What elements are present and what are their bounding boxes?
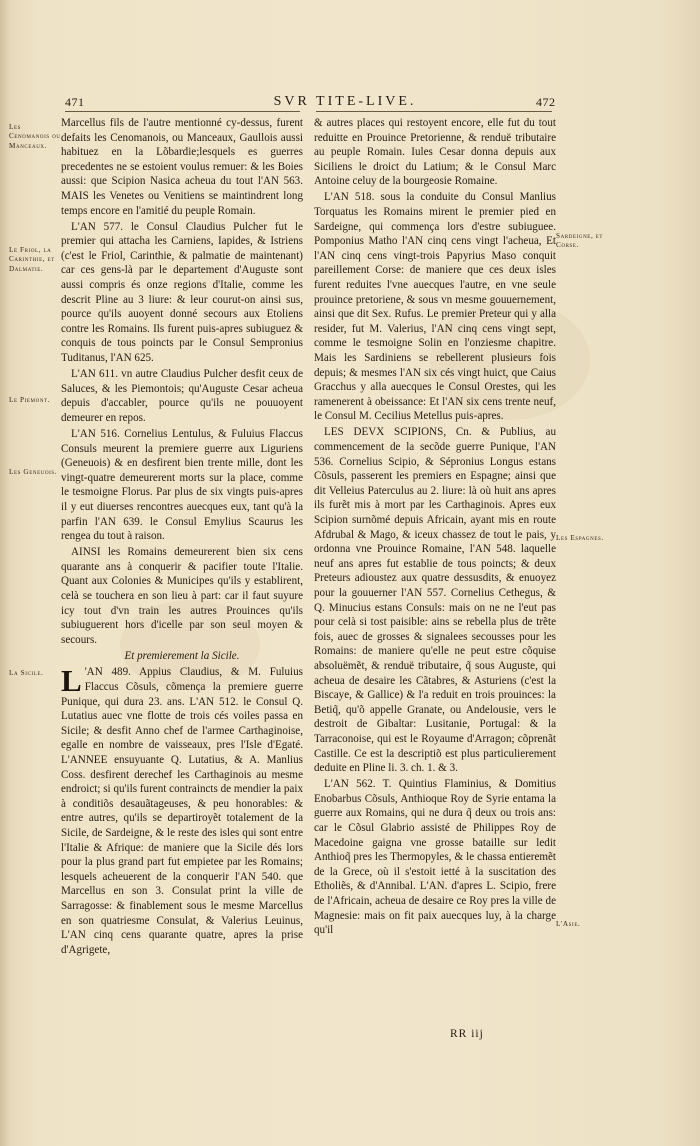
margin-note-piemont: Le Piemont. (9, 396, 51, 404)
margin-note-genevois: Les Geneuois. (9, 468, 58, 476)
signature-catchword: RR iij (450, 1028, 484, 1040)
margin-note-cenomanois: Les Cenomanois ou Manceaux. (9, 123, 61, 150)
margin-note-friol: Le Friol, la Carinthie, et Dalmatie. (9, 246, 55, 273)
margin-note-sardeigne: Sardeigne, et Corse. (556, 232, 604, 250)
margin-note-asie: L'Asie. (556, 920, 581, 928)
paragraph: & autres places qui restoyent encore, elle fut du tout reduitte en Prouince Pretorienne, & renduë tributaire au peuple Romain. Iules Cesar donna depuis aux Siciliens le droict du Latium; & le Consul Marc Antoine celuy de la bourgeosie Romaine. (314, 117, 556, 188)
text-column-left (61, 116, 303, 959)
folio-number-left: 471 (65, 95, 85, 109)
running-title: SVR TITE-LIVE. (273, 94, 417, 109)
header-rule (65, 111, 300, 112)
margin-note-espagnes: Les Espagnes. (556, 534, 604, 542)
paragraph: Marcellus fils de l'autre mentionné cy-dessus, furent defaits les Cenomanois, ou Manceaux, Gaullois aussi habituez en la Lõbardie;lesquels es guerres precedentes ne se estoient voulus remuer: & les Boies aussi: que Scipion Nasica acheua du tout l'AN 563. MAIS les Venetes ou Venitiens se maintindrent long temps encore en l'amitié du peuple Romain. (61, 117, 303, 217)
header-rule (316, 111, 552, 112)
paragraph: L'AN 518. sous la conduite du Consul Manlius Torquatus les Romains mirent le premier pied en Sardeigne, qui commença lors d'estre subiuguee. Pomponius Matho l'AN cinq cens vingt l'acheua, Et l'AN cinq cens vingt-trois Papyrius Maso conquit pareillement Corse: de maniere que ces deux isles furent reduites l'vne auecques l'autre, en vne seule prouince pretoriene, & sous vn mesme gouuernement, ainsi que dit Sex. Rufus. Le premier Preteur qui y alla resider, fut M. Valerius, l'AN cinq cens vingt sept, comme le tesmoigne Solin en l'onziesme chapitre. Mais les Sardiniens se rebellerent plusieurs fois depuis; & mesmes l'AN six cés vingt huict, que Caius Gracchus y alla auecques le Consul Orestes, qui les ramenerent à obeissance: Et l'AN six cens trente neuf, le Consul M. Cecilius Metellus puis-apres. (314, 191, 556, 423)
paragraph: L'AN 562. T. Quintius Flaminius, & Domitius Enobarbus Cõsuls, Anthioque Roy de Syrie entama la guerre aux Romains, qui ne dura q̃ deux ou trois ans: car le Cõsul Glabrio assisté de Philippes Roy de Macedoine gaigna vne grosse bataille sur ledit Anthioq̃ pres les Thermopyles, & le chassa entieremẽt de la Grece, où il s'estoit ietté à la suscitation des Etholiẽs, & d'Annibal. L'AN. d'apres L. Scipio, frere de l'Africain, acheua de desaire ce Roy pres la ville de Magnesie: mais on fit paix auecques luy, à la charge qu'il (314, 778, 556, 937)
paragraph: AINSI les Romains demeurerent bien six cens quarante ans à conquerir & pacifier toute l'Italie. Quant aux Colonies & Municipes qu'ils y establirent, celà se touchera en son lieu à part: car il faut suyure icy tout d'vn train les autres Prouinces qu'ils subiuguerent hors d'icelle par son seul moyen & secours. (61, 546, 303, 646)
paragraph: LES DEVX SCIPIONS, Cn. & Publius, au commencement de la secõde guerre Punique, l'AN 536. Cornelius Scipio, & Sépronius Longus estans Cõsuls, passerent les premiers en Espagne; ainsi que dit Velleius Paterculus au 2. liure: là où huit ans apres ils furẽt mis à mort par les Carthaginois. Apres eux Scipion surnõmé depuis Africain, ayant mis en route Afdrubal & Mago, & iceux chassez de tout le pais, y ordonna vne Prouince Romaine, l'AN 548. laquelle neuf ans apres fut establie de tous poincts; & deux Preteurs adioustez aux quatre dessusdits, & enuoyez pour la gouuerner l'AN 557. Cornelius Cethegus, & Q. Minucius estans Consuls: mais on ne ne l'eut pas pour celà si tost paisible: ains se rebella plus de trẽte fois, auec de grosses & signalees secousses pour les Romains: de maniere qu'elle ne peut estre cõquise absoluëmẽt, & renduë tributaire, q̃ sous Auguste, qui acheua de desaire les Cãtabres, & Asturiens (c'est la Biscaye, & Gallice) & l'a reduit en trois prouinces: la Betiq̃, qu'õ appelle Granate, ou Andelousie, vers le destroit de Gibaltar: Lusitanie, Portugal: & la Tarraconoise, qui est le Royaume d'Arragon; cõprenãt Castille. Ce est la descriptiõ est plus particulierement deduite en Pline li. 3. ch. 1. & 3. (314, 426, 556, 775)
paragraph: L'AN 516. Cornelius Lentulus, & Fuluius Flaccus Consuls meurent la premiere guerre aux Liguriens (Geneuois) & en desfirent bien trente mille, dont les vingt-quatre demeurerent morts sur la place, comme le tesmoigne Florus. Par plus de six vingts puis-apres il y eut diuerses rencontres auecques eux, tant qu'à la parfin l'AN 639. le Consul Emylius Scaurus les rengea du tout à raison. (61, 427, 303, 543)
paragraph: L'AN 611. vn autre Claudius Pulcher desfit ceux de Saluces, & les Piemontois; qu'Auguste Cesar acheua depuis d'accabler, pource qu'ils ne pouuoyent demeurer en repos. (61, 368, 303, 424)
margin-note-sicile: La Sicile. (9, 669, 44, 677)
paragraph: L'AN 577. le Consul Claudius Pulcher fut le premier qui attacha les Carniens, Iapides, & Istriens (c'est le Friol, Carinthie, & palmatie de maintenant) car ces gens-là par le departement d'Auguste sont aussi compris és onze regions d'Italie, comme les descrit Pline au 3 liure: & leur courut-on ainsi sus, pource qu'ils auoyent donné secours aux Etoliens contre les Romains. Ils furent puis-apres subiuguez & conquis de tous poincts par le Consul Sempronius Tuditanus, l'AN 625. (61, 220, 303, 364)
paragraph-with-dropcap (61, 665, 303, 957)
text-column-right (314, 116, 556, 939)
paragraph-text: 'AN 489. Appius Claudius, & M. Fuluius Flaccus Cõsuls, cõmença la premiere guerre Punique, qui dura 23. ans. L'AN 512. le Consul Q. Lutatius auec vne flotte de trois cés voiles passa en Sicile; & desfit Anno chef de l'armee Carthaginoise, egalle en nombre de vaisseaux, pres l'Isle d'Egaté. L'ANNEE ensuyuante Q. Lutatius, & A. Manlius Coss. desfirent derechef les Carthaginois au mesme endroict; si qu'ils furent contraincts de mendier la paix à conditiõs desauãtageuses, & peu honorables: & entre autres, qu'ils se departiroyẽt totalement de la Sicile, de Sardeigne, & le reste des isles qui sont entre l'Italie & Afrique: de maniere que la Sicile dés lors pour la plus grand part fut empietee par les Romains; lesquels acheuerent de la conquerir l'AN 540. que Marcellus en son 3. Consulat print la ville de Sarragosse: & finablement sous le mesme Marcellus en son quatriesme Consulat, & Valerius Leuinus, L'AN cinq cens quarante quatre, apres la prise d'Agrigete, (61, 666, 303, 956)
drop-cap-letter: L (61, 663, 82, 699)
folio-number-right: 472 (536, 95, 556, 109)
section-subheading: Et premierement la Sicile. (124, 649, 240, 662)
